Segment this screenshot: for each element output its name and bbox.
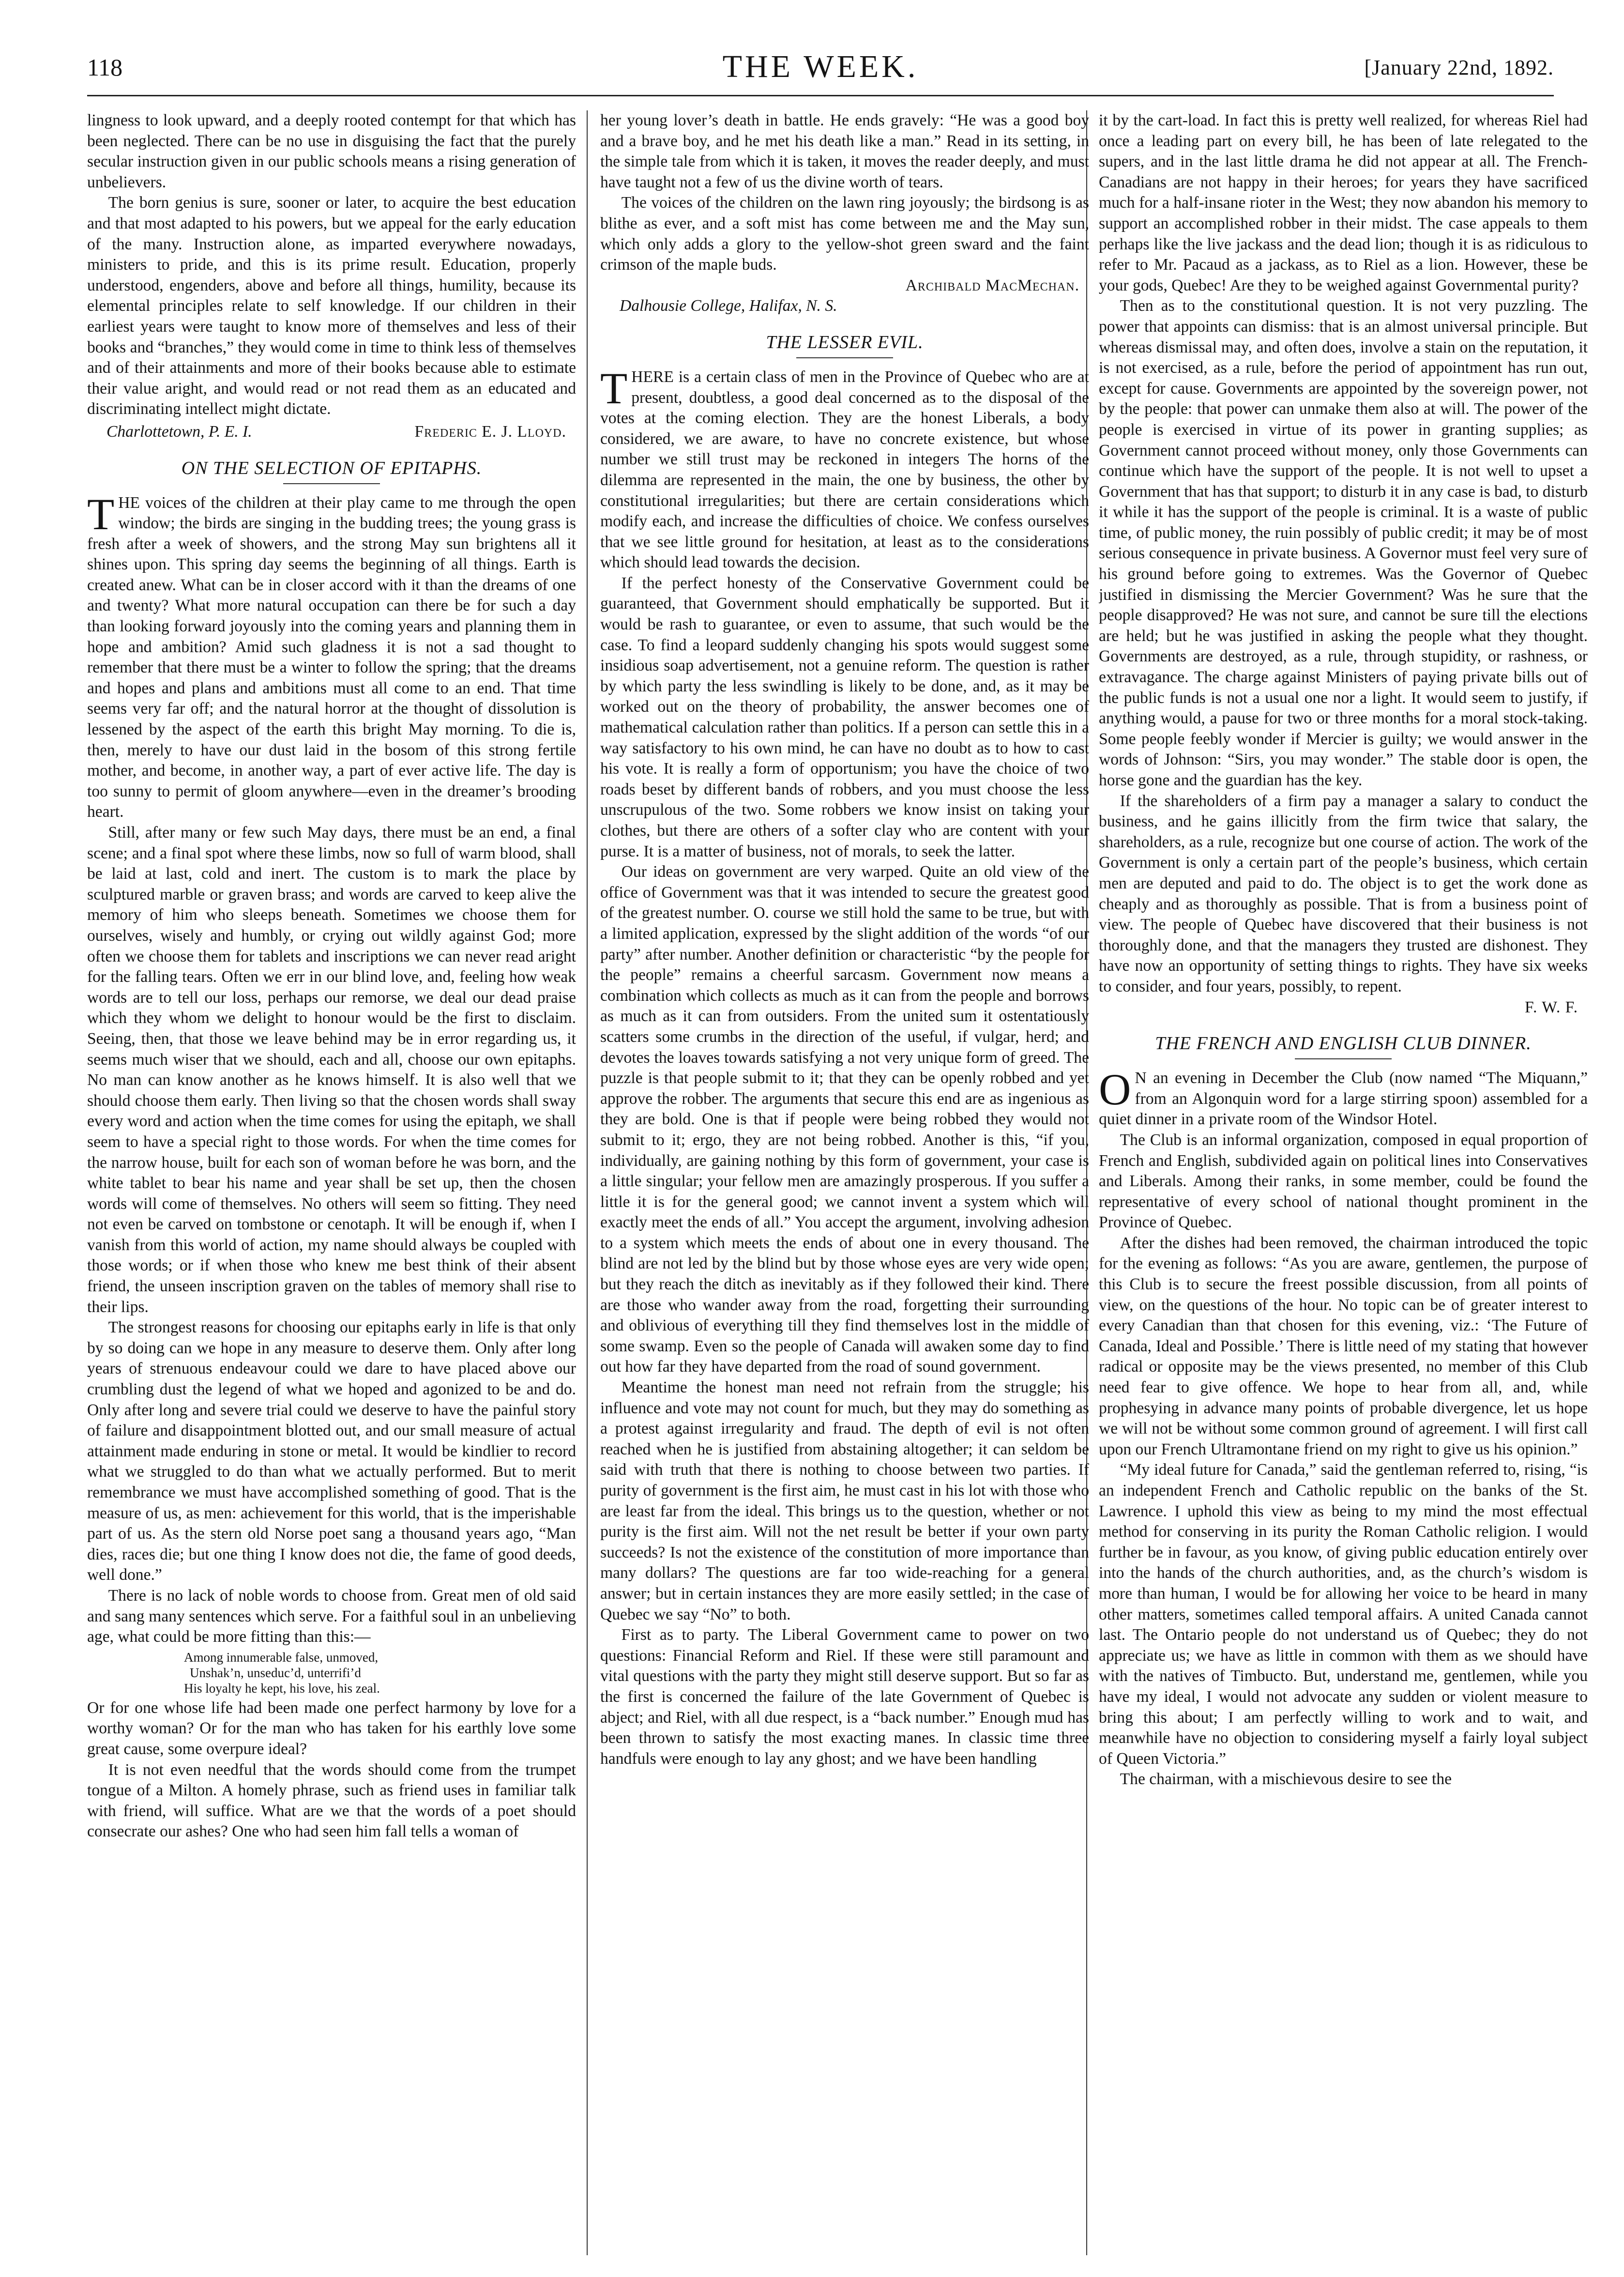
paragraph: Our ideas on government are very warped. Quite an old view of the office of Government was that it was intended to secure the greatest good of the greatest number. O. course we still hold the same to be true, but with a limited application, expressed by the slight addition of the words “of our party” after number. Another definition or characteristic “by the people for the people” remains a cheerful sarcasm. Government now means a combination which collects as much as it can from the people and borrows as much as it can from outsiders. From the united sum it ostentatiously scatters some crumbs in the direction of the useful, if vulgar, herd; and devotes the loaves towards satisfying a not very unique form of greed. The puzzle is that people submit to it; that they can be openly robbed and yet approve the robber. The arguments that secure this end are as ingenious as they are bold. One is that if people were being robbed they would not submit to it; ergo, they are not being robbed. Another is this, “if you, individually, are gaining nothing by this form of government, your case is a little singular; your fellow men are amazingly prosperous. If you suffer a little it is for the general good; we cannot invent a system which will exactly meet the ends of all.” You accept the argument, involving adhesion to a system which meets the ends of about one in every thousand. The blind are not led by the blind but by those whose eyes are very wide open; but they reach the ditch as inevitably as if they followed their kind. There are those who wander away from the road, forgetting their surrounding and oblivious of everything till they find themselves lost in the middle of some swamp. Even so the people of Canada will awaken some day to find out how far they have departed from the road of sound government. xyxy=(600,863,1089,1376)
paragraph xyxy=(1099,1065,1588,1130)
paragraph xyxy=(87,489,576,823)
masthead-rule xyxy=(87,95,1554,96)
verse-quotation xyxy=(87,1650,576,1696)
heading-rule xyxy=(1295,1058,1392,1059)
paragraph xyxy=(600,363,1089,573)
paragraph-text: N an evening in December the Club (now named “The Miquann,” from an Algonquin word for a large stirring spoon) assembled for a quiet dinner in a private room of the Windsor Hotel. xyxy=(1099,1069,1588,1129)
page-number: 118 xyxy=(87,54,123,81)
paragraph: The strongest reasons for choosing our epitaphs early in life is that only by so doing can we hope in any measure to deserve them. Only after long years of strenuous endeavour could we dare to have placed above our crumbling dust the legend of what we hoped and agonized to be and do. Only after long and severe trial could we deserve to have the painful story of failure and disappointment blotted out, and our small measure of actual attainment made enduring in stone or metal. It would be kindlier to record what we struggled to do than what we actually performed. But to merit remembrance we must have accomplished something of good. That is the measure of us, as men: achievement for this world, that is the imperishable part of us. As the stern old Norse poet sang a thousand years ago, “Man dies, races die; but one thing I know does not die, the fame of good deeds, well done.” xyxy=(87,1318,576,1584)
signature-initials: F. W. F. xyxy=(1525,998,1578,1016)
paragraph: The Club is an informal organization, composed in equal proportion of French and English, subdivided again on political lines into Conservatives and Liberals. Among their ranks, in some member, could be found the representative of every school of national thought prominent in the Province of Quebec. xyxy=(1099,1131,1588,1232)
paragraph-text: HE voices of the children at their play came to me through the open window; the birds are singing in the budding trees; the young grass is fresh after a week of showers, and the strong May sun brightens all it shines upon. This spring day seems the beginning of all things. Earth is created anew. What can be in closer accord with it than the dreams of one and twenty? What more natural occupation can there be for such a day than looking forward joyously into the coming years and planning them in hope and ambition? Amid such gladness it is not a sad thought to remember that there must be a winter to follow the spring; that the dreams and hopes and plans and ambitions must all come to an end. That time seems very far off; and the natural horror at the thought of dissolution is lessened by the aspect of the earth this bright May morning. To die is, then, merely to have our dust laid in the bosom of this strong fertile mother, and become, in another way, a part of ever active life. The day is too sunny to permit of gloom anywhere—even in the dreamer’s brooding heart. xyxy=(87,493,576,821)
signature-place: Dalhousie College, Halifax, N. S. xyxy=(620,297,837,315)
column-divider xyxy=(587,110,588,2255)
paragraph: Still, after many or few such May days, there must be an end, a final scene; and a final spot where these limbs, now so full of warm blood, shall be laid at last, cold and inert. The custom is to mark the place by sculptured marble or graven brass; and words are carved to keep alive the memory of him who sleeps beneath. Sometimes we choose them for ourselves, wisely and humbly, or crying out wildly against God; more often we choose them for tablets and inscriptions we can never read aright for the falling tears. Often we err in our blind love, and, feeling how weak words are to tell our loss, perhaps our remorse, we deal our dead praise which they whom we delight to honour would be the first to disclaim. Seeing, then, that those we leave behind may be in error regarding us, it seems much wiser that we should, each and all, choose our own epitaphs. No man can know another as he knows himself. It is also well that we should choose them early. Then living so that the chosen words shall sway every word and action when the time comes for using the epitaph, we shall seem to have a special right to those words. For when the time comes for the narrow house, built for each son of woman before he was born, and the white tablet to bear his name and year shall be set up, then the chosen words will come of themselves. No others will seem so fitting. They need not even be carved on tombstone or cenotaph. It will be enough if, when I vanish from this world of action, my name should always be coupled with those words; or if when those who knew me best think of their absent friend, the unseen inscription graven on the tables of memory shall rise to their lips. xyxy=(87,824,576,1316)
issue-date: [January 22nd, 1892. xyxy=(1364,56,1554,79)
column-2 xyxy=(600,110,1089,2255)
paragraph: Or for one whose life had been made one perfect harmony by love for a worthy woman? Or for the man who has taken for his earthly love some great cause, some overpure ideal? xyxy=(87,1698,576,1758)
masthead xyxy=(87,48,1554,102)
paragraph-text: HERE is a certain class of men in the Province of Quebec who are at present, doubtless, a good deal concerned as to the disposal of the votes at the coming election. They are the honest Liberals, a body considered, we are aware, to have no concrete existence, but whose number we still trust may be reckoned in integers The horns of the dilemma are represented in the main, the one by business, the other by constitutional irregularities; but there are certain considerations which modify each, and increase the difficulties of choice. We confess ourselves that we see little ground for hesitation, at least as to the considerations which should lead towards the decision. xyxy=(600,367,1089,572)
column-3 xyxy=(1099,110,1588,2255)
paragraph: Meantime the honest man need not refrain from the struggle; his influence and vote may not count for much, but they may do something as a protest against irregularity and fraud. The depth of evil is not often reached when he is justified from abstaining altogether; it can seldom be said with truth that there is nothing to choose between two parties. If purity of government is the first aim, he must cast in his lot with those who are least far from the ideal. This brings us to the question, whether or not purity is the first aim. Will not the net result be better if your own party succeeds? Is not the existence of the constitution of more importance than many dollars? The questions are far too wide-reaching for a general answer; but in certain instances they are more easily settled; in the case of Quebec we say “No” to both. xyxy=(600,1378,1089,1623)
drop-cap: T xyxy=(600,363,628,413)
paragraph: The voices of the children on the lawn ring joyously; the birdsong is as blithe as ever, and a soft mist has come between me and the May sun, which only adds a glory to the yellow-shot green sward and the faint crimson of the maple buds. xyxy=(600,194,1089,274)
paragraph: It is not even needful that the words should come from the trumpet tongue of a Milton. A homely phrase, such as friend uses in familiar talk with friend, will suffice. What are we that the words of a poet should consecrate our ashes? One who had seen him fall tells a woman of xyxy=(87,1760,576,1841)
paragraph: lingness to look upward, and a deeply rooted contempt for that which has been neglected. There can be no use in disguising the fact that the purely secular instruction given in our public schools means a rising generation of unbelievers. xyxy=(87,111,576,191)
paragraph: Then as to the constitutional question. It is not very puzzling. The power that appoints can dismiss: that is an almost universal principle. But whereas dismissal may, and often does, involve a stain on the reputation, it is not exercised, as a rule, before the period of appointment has run out, except for cause. Governments are appointed by the sovereign power, not by the people: that power can unmake them also at will. The power of the people is exercised in virtue of its power in granting supplies; as Government cannot proceed without money, only those Governments can continue which have the support of the people. It is not well to upset a Government that has that support; to disturb it in any case is bad, to disturb it while it has the support of the people is criminal. It is a waste of public time, of public money, the ruin possibly of public credit; it may be of most serious consequence in private business. A Governor must feel very sure of his ground before going to extremes. Was the Governor of Quebec justified in dismissing the Mercier Government? Was he sure that the people disapproved? He was not sure, and cannot be sure till the elections are held; but he was justified in asking the people what they thought. Governments are destroyed, as a rule, through stupidity, or rashness, or extravagance. The charge against Ministers of paying private bills out of the public funds is not a usual one nor a light. It would seem to justify, if anything would, a pause for two or three months for a moral stock-taking. Some people feebly wonder if Mercier is guilty; we would answer in the words of Johnson: “Sirs, you may wonder.” The stable door is open, the horse gone and the guardian has the key. xyxy=(1099,297,1588,789)
paragraph: “My ideal future for Canada,” said the gentleman referred to, rising, “is an independent French and Catholic republic on the banks of the St. Lawrence. I uphold this view as being to my mind the most effectual method for conserving in its purity the Roman Catholic religion. I would further be in favour, as you know, of giving public education entirely over into the hands of the church authorities, and, as the church’s wisdom is more than human, I would be for allowing her voice to be heard in many other matters, sometimes called temporal affairs. A united Canada cannot last. The Ontario people do not understand us of Quebec; they do not appreciate us; we have as little in common with them as we should have with the natives of Timbucto. But, understand me, gentlemen, while you have my ideal, I would not advocate any sudden or violent measure to bring this about; I am perfectly willing to work and to wait, and meanwhile have no objection to considering myself a fairly loyal subject of Queen Victoria.” xyxy=(1099,1461,1588,1768)
signature-line xyxy=(87,420,576,443)
paragraph: First as to party. The Liberal Government came to power on two questions: Financial Reform and Riel. If these were still paramount and vital questions with the party they might still deserve support. But so far as the first is concerned the failure of the late Government of Quebec is abject; and Riel, with all due respect, is a “back number.” Enough mud has been thrown to satisfy the most exacting manes. In classic time three handfuls were enough to lay any ghost; and we have been handling xyxy=(600,1626,1089,1768)
article-heading: ON THE SELECTION OF EPITAPHS. xyxy=(181,458,482,478)
heading-rule xyxy=(796,357,893,358)
verse-line: Among innumerable false, unmoved, xyxy=(184,1650,379,1665)
paragraph: After the dishes had been removed, the chairman introduced the topic for the evening as follows: “As you are aware, gentlemen, the purpose of this Club is to secure the freest possible discussion, from all points of view, on the questions of the hour. No topic can be of greater interest to every Canadian than that chosen for this evening, viz.: ‘The Future of Canada, Ideal and Possible.’ There is little need of my stating that however radical or opposite may be the views presented, no member of this Club need fear to give offence. We hope to hear from all, and, while prophesying in advance many points of probable divergence, let us hope we will not be without some common ground of agreement. I will first call upon our French Ultramontane friend on my right to give us his opinion.” xyxy=(1099,1234,1588,1458)
signature-place: Charlottetown, P. E. I. xyxy=(106,422,252,441)
verse-line: His loyalty he kept, his love, his zeal. xyxy=(184,1681,380,1696)
paragraph: If the shareholders of a firm pay a manager a salary to conduct the business, and he gains illicitly from the firm twice that salary, the shareholders, as a rule, recognize but one course of action. The work of the Government is only a certain part of the people’s business, which certain men are deputed and paid to do. The object is to get the work done as cheaply and as thoroughly as possible. That is from a business point of view. The people of Quebec have discovered that their business is not thoroughly done, and that the managers they trusted are dishonest. They have now an opportunity of setting things to rights. They have six weeks to consider, and four years, possibly, to repent. xyxy=(1099,792,1588,995)
signature-name: Frederic E. J. Lloyd. xyxy=(414,422,566,441)
paragraph: it by the cart-load. In fact this is pretty well realized, for whereas Riel had once a leading part on every bill, he has been of late relegated to the supers, and in the last little drama he did not appear at all. The French-Canadians are not happy in their heroes; for years they have sacrificed much for a half-insane rioter in the West; they now abandon his memory to support an accomplished robber in their midst. The case appeals to them perhaps like the live jackass and the dead lion; though it is as ridiculous to refer to Mr. Pacaud as a jackass, as to Riel as a lion. However, these be your gods, Quebec! Are they to be weighed against Governmental purity? xyxy=(1099,111,1588,294)
article-heading: THE LESSER EVIL. xyxy=(766,332,924,352)
paragraph: If the perfect honesty of the Conservative Government could be guaranteed, that Government should emphatically be supported. But it would be rash to guarantee, or even to assume, that such would be the case. To find a leopard suddenly changing his spots would suggest some insidious soap advertisement, not a genuine reform. The question is rather by which party the less swindling is likely to be done, and, as it may be worked out on the theory of probability, the answer becomes one of mathematical calculation rather than politics. If a person can settle this in a way satisfactory to his own mind, he can have no doubt as to how to cast his vote. It is really a form of opportunism; you have the choice of two roads beset by different bands of robbers, and you must choose the less unscrupulous of the two. Some robbers we know insist on taking your clothes, but there are others of a softer clay who are content with your purse. It is a matter of business, not of morals, to seek the latter. xyxy=(600,574,1089,860)
journal-title: THE WEEK. xyxy=(722,49,919,84)
drop-cap: O xyxy=(1099,1065,1131,1115)
heading-rule xyxy=(283,483,380,484)
drop-cap: T xyxy=(87,489,115,539)
paragraph: The born genius is sure, sooner or later, to acquire the best education and that most adapted to his powers, but we appeal for the early education of the many. Instruction alone, as imparted everywhere nowadays, ministers to pride, and this is its prime result. Education, properly understood, engenders, above and before all things, humility, because its elemental principles relate to self knowledge. If our children in their earliest years were taught to know more of themselves and less of their books and “branches,” they would come in time to think less of themselves and of their attainments and more of their books because able to estimate their value aright, and would read or not read them as an educated and discriminating intellect might dictate. xyxy=(87,194,576,418)
paragraph: her young lover’s death in battle. He ends gravely: “He was a good boy and a brave boy, and he met his death like a man.” Read in its setting, in the simple tale from which it is taken, it moves the reader deeply, and must have taught not a few of us the divine worth of tears. xyxy=(600,111,1089,191)
signature-name: Archibald MacMechan. xyxy=(905,276,1079,294)
article-heading: THE FRENCH AND ENGLISH CLUB DINNER. xyxy=(1155,1033,1532,1054)
paragraph: The chairman, with a mischievous desire to see the xyxy=(1120,1770,1452,1788)
column-1 xyxy=(87,110,576,2255)
verse-line: Unshak’n, unseduc’d, unterrifi’d xyxy=(190,1665,361,1680)
paragraph: There is no lack of noble words to choose from. Great men of old said and sang many sentences which serve. For a faithful soul in an unbelieving age, what could be more fitting than this:— xyxy=(87,1586,576,1646)
